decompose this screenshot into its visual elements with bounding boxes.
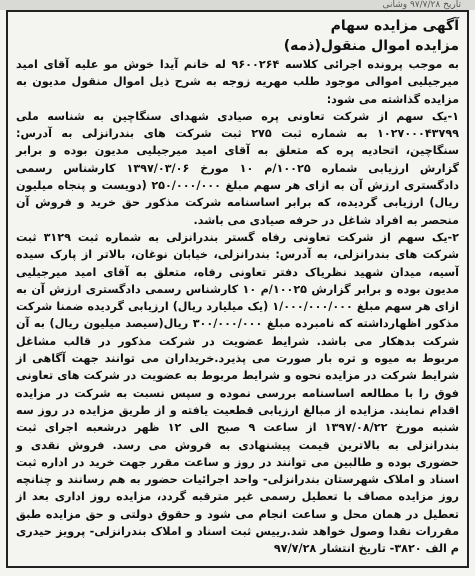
cut-header-text: تاریخ ۹۷/۷/۲۸ وشانی (382, 0, 461, 10)
notice-item-1: ۱-یک سهم از شرکت تعاونی پره صیادی شهدای سنگاچین به شناسه ملی ۱۰۲۷۰۰۰۴۳۷۹۹ به شماره ثبت ۲۷۵ ثبت شرکت های بندرانزلی به آدرس: سنگاچین، اتحادیه پره که متعلق به آقای امید میرجیلیی مدیون بوده و برابر گزارش ارزیابی شماره ۱۰۰۲۵/م ۱۰ مورخ ۱۳۹۷/۰۳/۰۶ کارشناس رسمی دادگستری ارزش آن به ازای هر سهم مبلغ ۲۵۰/۰۰۰/۰۰۰ (دویست و پنجاه میلیون ریال) ارزیابی گردیده، که برابر اساسنامه شرکت مذکور حق خرید و فروش آن منحصر به افراد شاغل در حرفه صیادی می باشد. (16, 109, 460, 227)
notice-item-2: ۲-یک سهم از شرکت تعاونی رفاه گستر بندرانزلی به شماره ثبت ۳۱۲۹ ثبت شرکت های بندرانزلی، به آدرس: بندرانزلی، خیابان نوغان، بالاتر از پارک سیده آسیه، میدان شهید نظریاک دفتر تعاونی رفاه، متعلق به آقای امید میرجیلیی مدیون بوده و برابر گزارش ۱۰۰۲۵/م ۱۰ کارشناس رسمی دادگستری ارزش آن به ازای هر سهم مبلغ ۱/۰۰۰/۰۰۰/۰۰۰ (یک میلیارد ریال) ارزیابی گردیده ضمنا شرکت مذکور اظهارداشته که نامبرده مبلغ ۳۰۰/۰۰۰/۰۰۰ ریال(سیصد میلیون ریال) به آن شرکت بدهکار می باشد. شرایط عضویت در شرکت مذکور در قالب مشاغل مربوط به میوه و تره بار صورت می پذیرد.خریداران می توانند جهت آگاهی از شرایط شرکت در مزایده نحوه و شرایط مربوط به عضویت در شرکت های تعاونی فوق را با مطالعه اساسنامه بررسی نموده و سپس نسبت به شرکت در مزایده اقدام نمایند. مزایده از مبالغ ارزیابی قطعیت یافته و از طریق مزایده در روز سه شنبه مورخ ۱۳۹۷/۰۸/۲۲ از ساعت ۹ صبح الی ۱۲ ظهر درشعبه اجرای ثبت بندرانزلی به بالاترین قیمت پیشنهادی به فروش می رسد. فروش نقدی و حضوری بوده و طالبین می توانند در روز و ساعت مقرر جهت خرید در اداره ثبت اسناد و املاک شهرستان بندرانزلی- واحد اجرائیات حضور به هم رسانند و چنانچه روز مزایده مصاف با تعطیل رسمی غیر مترقبه گردد، مزایده روز اداری بعد از تعطیل در همان محل و ساعت انجام می شود و حقوق دولتی و حق مزایده طبق مقررات نقدا وصول خواهد شد.رییس ثبت اسناد و املاک بندرانزلی- پرویز حیدری م الف ۳۸۲۰- تاریخ انتشار ۹۷/۷/۲۸ (16, 230, 460, 556)
notice-intro: به موجب پرونده اجرائی کلاسه ۹۶۰۰۲۶۴ له خانم آیدا خوش مو علیه آقای امید میرجیلیی اموالی موجود طلب مهریه زوجه به شرح ذیل اموال منقول مدیون به مزایده گذاشته می شود: (16, 58, 459, 106)
notice-subtitle: مزایده اموال منقول(ذمه) (283, 38, 459, 54)
notice-title: آگهی مزایده سهام (330, 18, 459, 34)
notice-frame (6, 10, 469, 568)
top-strip (0, 0, 475, 10)
